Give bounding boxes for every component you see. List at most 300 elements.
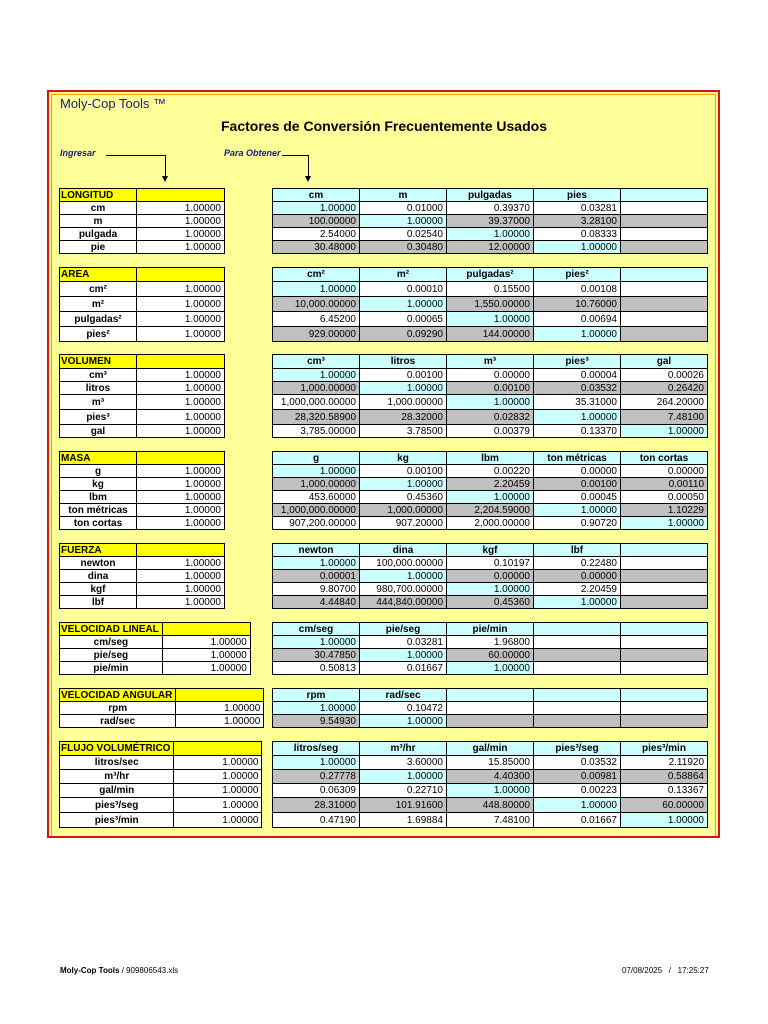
input-table-3	[59, 451, 225, 530]
result-cell: 907.20000	[360, 517, 447, 530]
result-cell: 1,550.00000	[447, 297, 534, 312]
result-cell: 0.50813	[273, 662, 360, 675]
column-header: pie/seg	[360, 623, 447, 636]
result-cell: 1.00000	[534, 410, 621, 425]
input-value-cell[interactable]: 1.00000	[137, 312, 225, 327]
result-table-7	[272, 741, 708, 828]
table-row	[273, 715, 708, 728]
result-cell: 1.69884	[360, 813, 447, 828]
result-cell	[621, 228, 708, 241]
input-value-cell[interactable]: 1.00000	[162, 662, 250, 675]
result-cell: 39.37000	[447, 215, 534, 228]
result-cell: 0.09290	[360, 327, 447, 342]
input-value-cell[interactable]: 1.00000	[137, 202, 225, 215]
table-row	[273, 395, 708, 410]
result-cell	[621, 297, 708, 312]
column-header: cm	[273, 189, 360, 202]
input-value-cell[interactable]: 1.00000	[137, 215, 225, 228]
input-value-cell[interactable]: 1.00000	[137, 228, 225, 241]
result-cell	[621, 570, 708, 583]
result-cell: 0.15500	[447, 282, 534, 297]
result-cell: 1.00000	[273, 465, 360, 478]
result-cell	[621, 636, 708, 649]
result-cell	[621, 215, 708, 228]
result-cell: 1.00000	[447, 784, 534, 798]
result-cell: 1.00000	[360, 715, 447, 728]
table-row	[273, 583, 708, 596]
input-value-cell[interactable]: 1.00000	[162, 649, 250, 662]
footer-time: 17:25:27	[677, 966, 709, 975]
result-cell: 4.44840	[273, 596, 360, 609]
table-row	[273, 504, 708, 517]
result-cell: 28.32000	[360, 410, 447, 425]
column-header: newton	[273, 544, 360, 557]
result-cell	[621, 649, 708, 662]
column-header: kg	[360, 452, 447, 465]
result-cell: 10,000.00000	[273, 297, 360, 312]
result-cell: 35.31000	[534, 395, 621, 410]
result-cell: 980,700.00000	[360, 583, 447, 596]
unit-label: pies³/min	[60, 813, 174, 828]
table-row	[273, 770, 708, 784]
result-cell: 0.00379	[447, 425, 534, 438]
table-row	[273, 491, 708, 504]
result-cell: 444,840.00000	[360, 596, 447, 609]
input-value-cell[interactable]: 1.00000	[137, 282, 225, 297]
unit-label: g	[60, 465, 137, 478]
column-header: g	[273, 452, 360, 465]
input-value-cell[interactable]: 1.00000	[174, 770, 262, 784]
input-value-cell[interactable]: 1.00000	[137, 327, 225, 342]
result-cell: 60.00000	[447, 649, 534, 662]
result-cell: 0.00223	[534, 784, 621, 798]
result-cell: 0.27778	[273, 770, 360, 784]
unit-label: pies³/seg	[60, 798, 174, 813]
result-cell: 1.00000	[273, 557, 360, 570]
result-cell	[534, 715, 621, 728]
result-cell: 100.00000	[273, 215, 360, 228]
result-cell	[447, 715, 534, 728]
result-cell: 1.00000	[447, 312, 534, 327]
result-cell: 1.96800	[447, 636, 534, 649]
section-title: FUERZA	[60, 544, 137, 557]
result-cell: 1.00000	[360, 478, 447, 491]
ingresar-arrow-stem	[165, 155, 166, 177]
result-cell: 30.47850	[273, 649, 360, 662]
result-cell: 28,320.58900	[273, 410, 360, 425]
input-table-2	[59, 354, 225, 438]
table-row	[273, 649, 708, 662]
footer-datetime	[622, 966, 709, 975]
column-header	[447, 689, 534, 702]
result-cell	[621, 583, 708, 596]
result-cell: 0.00000	[621, 465, 708, 478]
input-value-cell[interactable]: 1.00000	[137, 478, 225, 491]
result-cell	[621, 662, 708, 675]
input-value-cell[interactable]: 1.00000	[137, 425, 225, 438]
result-cell: 907,200.00000	[273, 517, 360, 530]
result-cell: 2,204.59000	[447, 504, 534, 517]
result-cell: 1,000.00000	[360, 504, 447, 517]
column-header: gal	[621, 355, 708, 369]
column-header: pies³/min	[621, 742, 708, 756]
unit-label: m³	[60, 395, 137, 410]
section-title: VELOCIDAD LINEAL	[60, 623, 163, 636]
table-row	[273, 557, 708, 570]
column-header: m³	[447, 355, 534, 369]
unit-label: pie/seg	[60, 649, 163, 662]
result-cell: 9.54930	[273, 715, 360, 728]
result-cell: 0.26420	[621, 382, 708, 395]
section-title-filler	[176, 689, 264, 702]
result-cell: 9.80700	[273, 583, 360, 596]
input-value-cell[interactable]: 1.00000	[176, 702, 264, 715]
column-header: m²	[360, 268, 447, 282]
column-header: pulgadas²	[447, 268, 534, 282]
unit-label: pies³	[60, 410, 137, 425]
result-table-1	[272, 267, 708, 342]
column-header: m	[360, 189, 447, 202]
result-cell: 0.00108	[534, 282, 621, 297]
column-header: pies	[534, 189, 621, 202]
unit-label: rpm	[60, 702, 176, 715]
input-value-cell[interactable]: 1.00000	[137, 465, 225, 478]
result-cell: 0.00100	[360, 465, 447, 478]
section-title: VELOCIDAD ANGULAR	[60, 689, 176, 702]
table-row	[273, 327, 708, 342]
table-row	[273, 312, 708, 327]
result-cell: 0.00001	[273, 570, 360, 583]
result-cell: 0.08333	[534, 228, 621, 241]
column-header	[621, 623, 708, 636]
column-header: lbf	[534, 544, 621, 557]
footer-brand: Moly-Cop Tools	[60, 966, 120, 975]
result-table-2	[272, 354, 708, 438]
input-value-cell[interactable]: 1.00000	[137, 570, 225, 583]
input-value-cell[interactable]: 1.00000	[174, 784, 262, 798]
table-row	[273, 382, 708, 395]
unit-label: newton	[60, 557, 137, 570]
obtener-arrow-stem	[308, 155, 309, 177]
table-row	[273, 425, 708, 438]
result-cell: 100,000.00000	[360, 557, 447, 570]
column-header	[621, 189, 708, 202]
column-header: dina	[360, 544, 447, 557]
unit-label: cm³	[60, 369, 137, 382]
column-header: rad/sec	[360, 689, 447, 702]
input-value-cell[interactable]: 1.00000	[137, 241, 225, 254]
result-cell: 7.48100	[621, 410, 708, 425]
input-value-cell[interactable]: 1.00000	[137, 504, 225, 517]
unit-label: pie	[60, 241, 137, 254]
unit-label: pies²	[60, 327, 137, 342]
input-value-cell[interactable]: 1.00000	[174, 798, 262, 813]
input-value-cell[interactable]: 1.00000	[176, 715, 264, 728]
result-cell: 0.00000	[534, 570, 621, 583]
result-cell: 1.00000	[273, 369, 360, 382]
section-title-filler	[137, 355, 225, 369]
table-row	[273, 410, 708, 425]
table-row	[273, 282, 708, 297]
unit-label: gal/min	[60, 784, 174, 798]
result-cell: 7.48100	[447, 813, 534, 828]
input-value-cell[interactable]: 1.00000	[137, 491, 225, 504]
result-cell: 10.76000	[534, 297, 621, 312]
result-cell: 0.10197	[447, 557, 534, 570]
result-cell: 1,000.00000	[273, 478, 360, 491]
section-title-filler	[137, 544, 225, 557]
unit-label: lbf	[60, 596, 137, 609]
table-row	[273, 369, 708, 382]
section-title-filler	[137, 268, 225, 282]
result-cell: 0.00045	[534, 491, 621, 504]
result-cell: 0.01667	[360, 662, 447, 675]
input-value-cell[interactable]: 1.00000	[137, 596, 225, 609]
input-value-cell[interactable]: 1.00000	[137, 517, 225, 530]
unit-label: kgf	[60, 583, 137, 596]
result-cell: 0.00000	[447, 570, 534, 583]
result-cell: 1.00000	[360, 770, 447, 784]
ingresar-arrow-line	[106, 155, 165, 156]
section-title-filler	[137, 452, 225, 465]
unit-label: cm	[60, 202, 137, 215]
input-value-cell[interactable]: 1.00000	[162, 636, 250, 649]
result-cell: 1.10229	[621, 504, 708, 517]
result-cell: 1.00000	[534, 504, 621, 517]
result-cell: 0.39370	[447, 202, 534, 215]
result-cell: 1.00000	[273, 202, 360, 215]
column-header: pies²	[534, 268, 621, 282]
result-cell: 0.22480	[534, 557, 621, 570]
result-cell	[621, 715, 708, 728]
result-cell: 0.00981	[534, 770, 621, 784]
ingresar-arrow-head-icon	[162, 176, 168, 182]
result-cell: 1.00000	[534, 798, 621, 813]
input-value-cell[interactable]: 1.00000	[137, 382, 225, 395]
result-cell: 0.90720	[534, 517, 621, 530]
section-title-filler	[137, 189, 225, 202]
column-header: lbm	[447, 452, 534, 465]
result-cell: 1.00000	[273, 636, 360, 649]
result-cell: 1.00000	[273, 702, 360, 715]
obtener-arrow-line	[282, 155, 308, 156]
ingresar-note: Ingresar	[60, 148, 96, 158]
column-header	[621, 544, 708, 557]
result-cell: 2.20459	[534, 583, 621, 596]
result-cell: 0.03281	[360, 636, 447, 649]
result-cell: 144.00000	[447, 327, 534, 342]
result-cell: 0.13367	[621, 784, 708, 798]
table-row	[273, 702, 708, 715]
result-cell: 1.00000	[621, 517, 708, 530]
unit-label: litros/sec	[60, 756, 174, 770]
unit-label: cm²	[60, 282, 137, 297]
result-cell: 3,785.00000	[273, 425, 360, 438]
result-cell	[621, 557, 708, 570]
result-cell: 1.00000	[360, 382, 447, 395]
input-value-cell[interactable]: 1.00000	[137, 583, 225, 596]
input-table-1	[59, 267, 225, 342]
input-value-cell[interactable]: 1.00000	[137, 557, 225, 570]
obtener-arrow-head-icon	[305, 176, 311, 182]
column-header: pie/min	[447, 623, 534, 636]
column-header: cm²	[273, 268, 360, 282]
result-cell: 1.00000	[534, 596, 621, 609]
result-cell: 0.00000	[534, 465, 621, 478]
table-row	[273, 241, 708, 254]
result-cell: 0.22710	[360, 784, 447, 798]
result-cell: 1,000.00000	[360, 395, 447, 410]
result-cell: 0.10472	[360, 702, 447, 715]
table-row	[273, 215, 708, 228]
result-cell: 1.00000	[273, 756, 360, 770]
table-row	[273, 596, 708, 609]
table-row	[273, 570, 708, 583]
result-cell	[534, 636, 621, 649]
result-cell: 453.60000	[273, 491, 360, 504]
result-cell: 0.00220	[447, 465, 534, 478]
input-value-cell[interactable]: 1.00000	[137, 369, 225, 382]
table-row	[273, 202, 708, 215]
result-cell	[534, 649, 621, 662]
result-cell: 0.45360	[360, 491, 447, 504]
result-cell: 0.58864	[621, 770, 708, 784]
result-cell: 30.48000	[273, 241, 360, 254]
result-cell: 1.00000	[447, 228, 534, 241]
result-cell: 1.00000	[447, 662, 534, 675]
section-title: AREA	[60, 268, 137, 282]
unit-label: kg	[60, 478, 137, 491]
result-cell: 0.03281	[534, 202, 621, 215]
unit-label: dina	[60, 570, 137, 583]
unit-label: pulgada	[60, 228, 137, 241]
result-cell: 0.00000	[447, 369, 534, 382]
result-cell: 0.45360	[447, 596, 534, 609]
result-cell: 0.13370	[534, 425, 621, 438]
footer-sep: /	[668, 966, 671, 975]
column-header	[534, 689, 621, 702]
unit-label: gal	[60, 425, 137, 438]
unit-label: litros	[60, 382, 137, 395]
result-cell: 1.00000	[447, 491, 534, 504]
result-cell: 4.40300	[447, 770, 534, 784]
result-cell: 0.00694	[534, 312, 621, 327]
result-cell: 0.00100	[360, 369, 447, 382]
result-table-6	[272, 688, 708, 728]
column-header	[621, 268, 708, 282]
result-cell: 0.03532	[534, 756, 621, 770]
result-cell	[621, 241, 708, 254]
table-row	[273, 813, 708, 828]
result-table-4	[272, 543, 708, 609]
result-cell: 3.28100	[534, 215, 621, 228]
result-cell: 0.00026	[621, 369, 708, 382]
column-header: cm³	[273, 355, 360, 369]
result-cell: 1.00000	[360, 215, 447, 228]
table-row	[273, 636, 708, 649]
column-header: gal/min	[447, 742, 534, 756]
result-cell: 0.00004	[534, 369, 621, 382]
result-cell: 0.00110	[621, 478, 708, 491]
section-title: VOLUMEN	[60, 355, 137, 369]
input-value-cell[interactable]: 1.00000	[137, 297, 225, 312]
input-value-cell[interactable]: 1.00000	[174, 813, 262, 828]
result-cell: 0.01667	[534, 813, 621, 828]
section-title: FLUJO VOLUMÉTRICO	[60, 742, 174, 756]
column-header: ton cortas	[621, 452, 708, 465]
column-header: kgf	[447, 544, 534, 557]
brand-label: Moly-Cop Tools ™	[60, 96, 166, 111]
unit-label: m	[60, 215, 137, 228]
result-cell: 6.45200	[273, 312, 360, 327]
result-cell: 1.00000	[360, 297, 447, 312]
unit-label: pie/min	[60, 662, 163, 675]
result-cell: 2,000.00000	[447, 517, 534, 530]
column-header: pulgadas	[447, 189, 534, 202]
unit-label: ton métricas	[60, 504, 137, 517]
result-cell: 1,000,000.00000	[273, 504, 360, 517]
result-cell: 1.00000	[360, 570, 447, 583]
result-cell: 0.03532	[534, 382, 621, 395]
column-header: cm/seg	[273, 623, 360, 636]
result-cell: 3.60000	[360, 756, 447, 770]
input-table-4	[59, 543, 225, 609]
column-header: rpm	[273, 689, 360, 702]
table-row	[273, 756, 708, 770]
result-cell	[621, 282, 708, 297]
column-header	[534, 623, 621, 636]
unit-label: ton cortas	[60, 517, 137, 530]
result-cell: 0.06309	[273, 784, 360, 798]
column-header: litros	[360, 355, 447, 369]
result-cell	[621, 702, 708, 715]
column-header	[621, 689, 708, 702]
input-value-cell[interactable]: 1.00000	[137, 410, 225, 425]
result-cell: 1.00000	[534, 241, 621, 254]
unit-label: pulgadas²	[60, 312, 137, 327]
result-cell: 1.00000	[447, 395, 534, 410]
result-cell	[621, 327, 708, 342]
page-title: Factores de Conversión Frecuentemente Usados	[221, 118, 547, 134]
result-cell: 0.02832	[447, 410, 534, 425]
result-cell: 0.00100	[447, 382, 534, 395]
result-cell: 60.00000	[621, 798, 708, 813]
result-cell	[621, 202, 708, 215]
input-value-cell[interactable]: 1.00000	[174, 756, 262, 770]
result-cell: 1.00000	[621, 813, 708, 828]
input-table-0	[59, 188, 225, 254]
result-cell: 1.00000	[447, 583, 534, 596]
result-cell	[621, 596, 708, 609]
result-cell	[621, 312, 708, 327]
footer-file	[60, 966, 178, 975]
table-row	[273, 784, 708, 798]
input-value-cell[interactable]: 1.00000	[137, 395, 225, 410]
table-row	[273, 297, 708, 312]
result-cell: 448.80000	[447, 798, 534, 813]
result-cell: 264.20000	[621, 395, 708, 410]
para-obtener-note: Para Obtener	[224, 148, 281, 158]
result-cell: 15.85000	[447, 756, 534, 770]
result-cell: 2.54000	[273, 228, 360, 241]
unit-label: m³/hr	[60, 770, 174, 784]
footer-date: 07/08/2025	[622, 966, 663, 975]
result-cell: 3.78500	[360, 425, 447, 438]
result-cell	[534, 702, 621, 715]
result-cell: 929.00000	[273, 327, 360, 342]
result-cell: 0.00100	[534, 478, 621, 491]
result-cell: 2.20459	[447, 478, 534, 491]
